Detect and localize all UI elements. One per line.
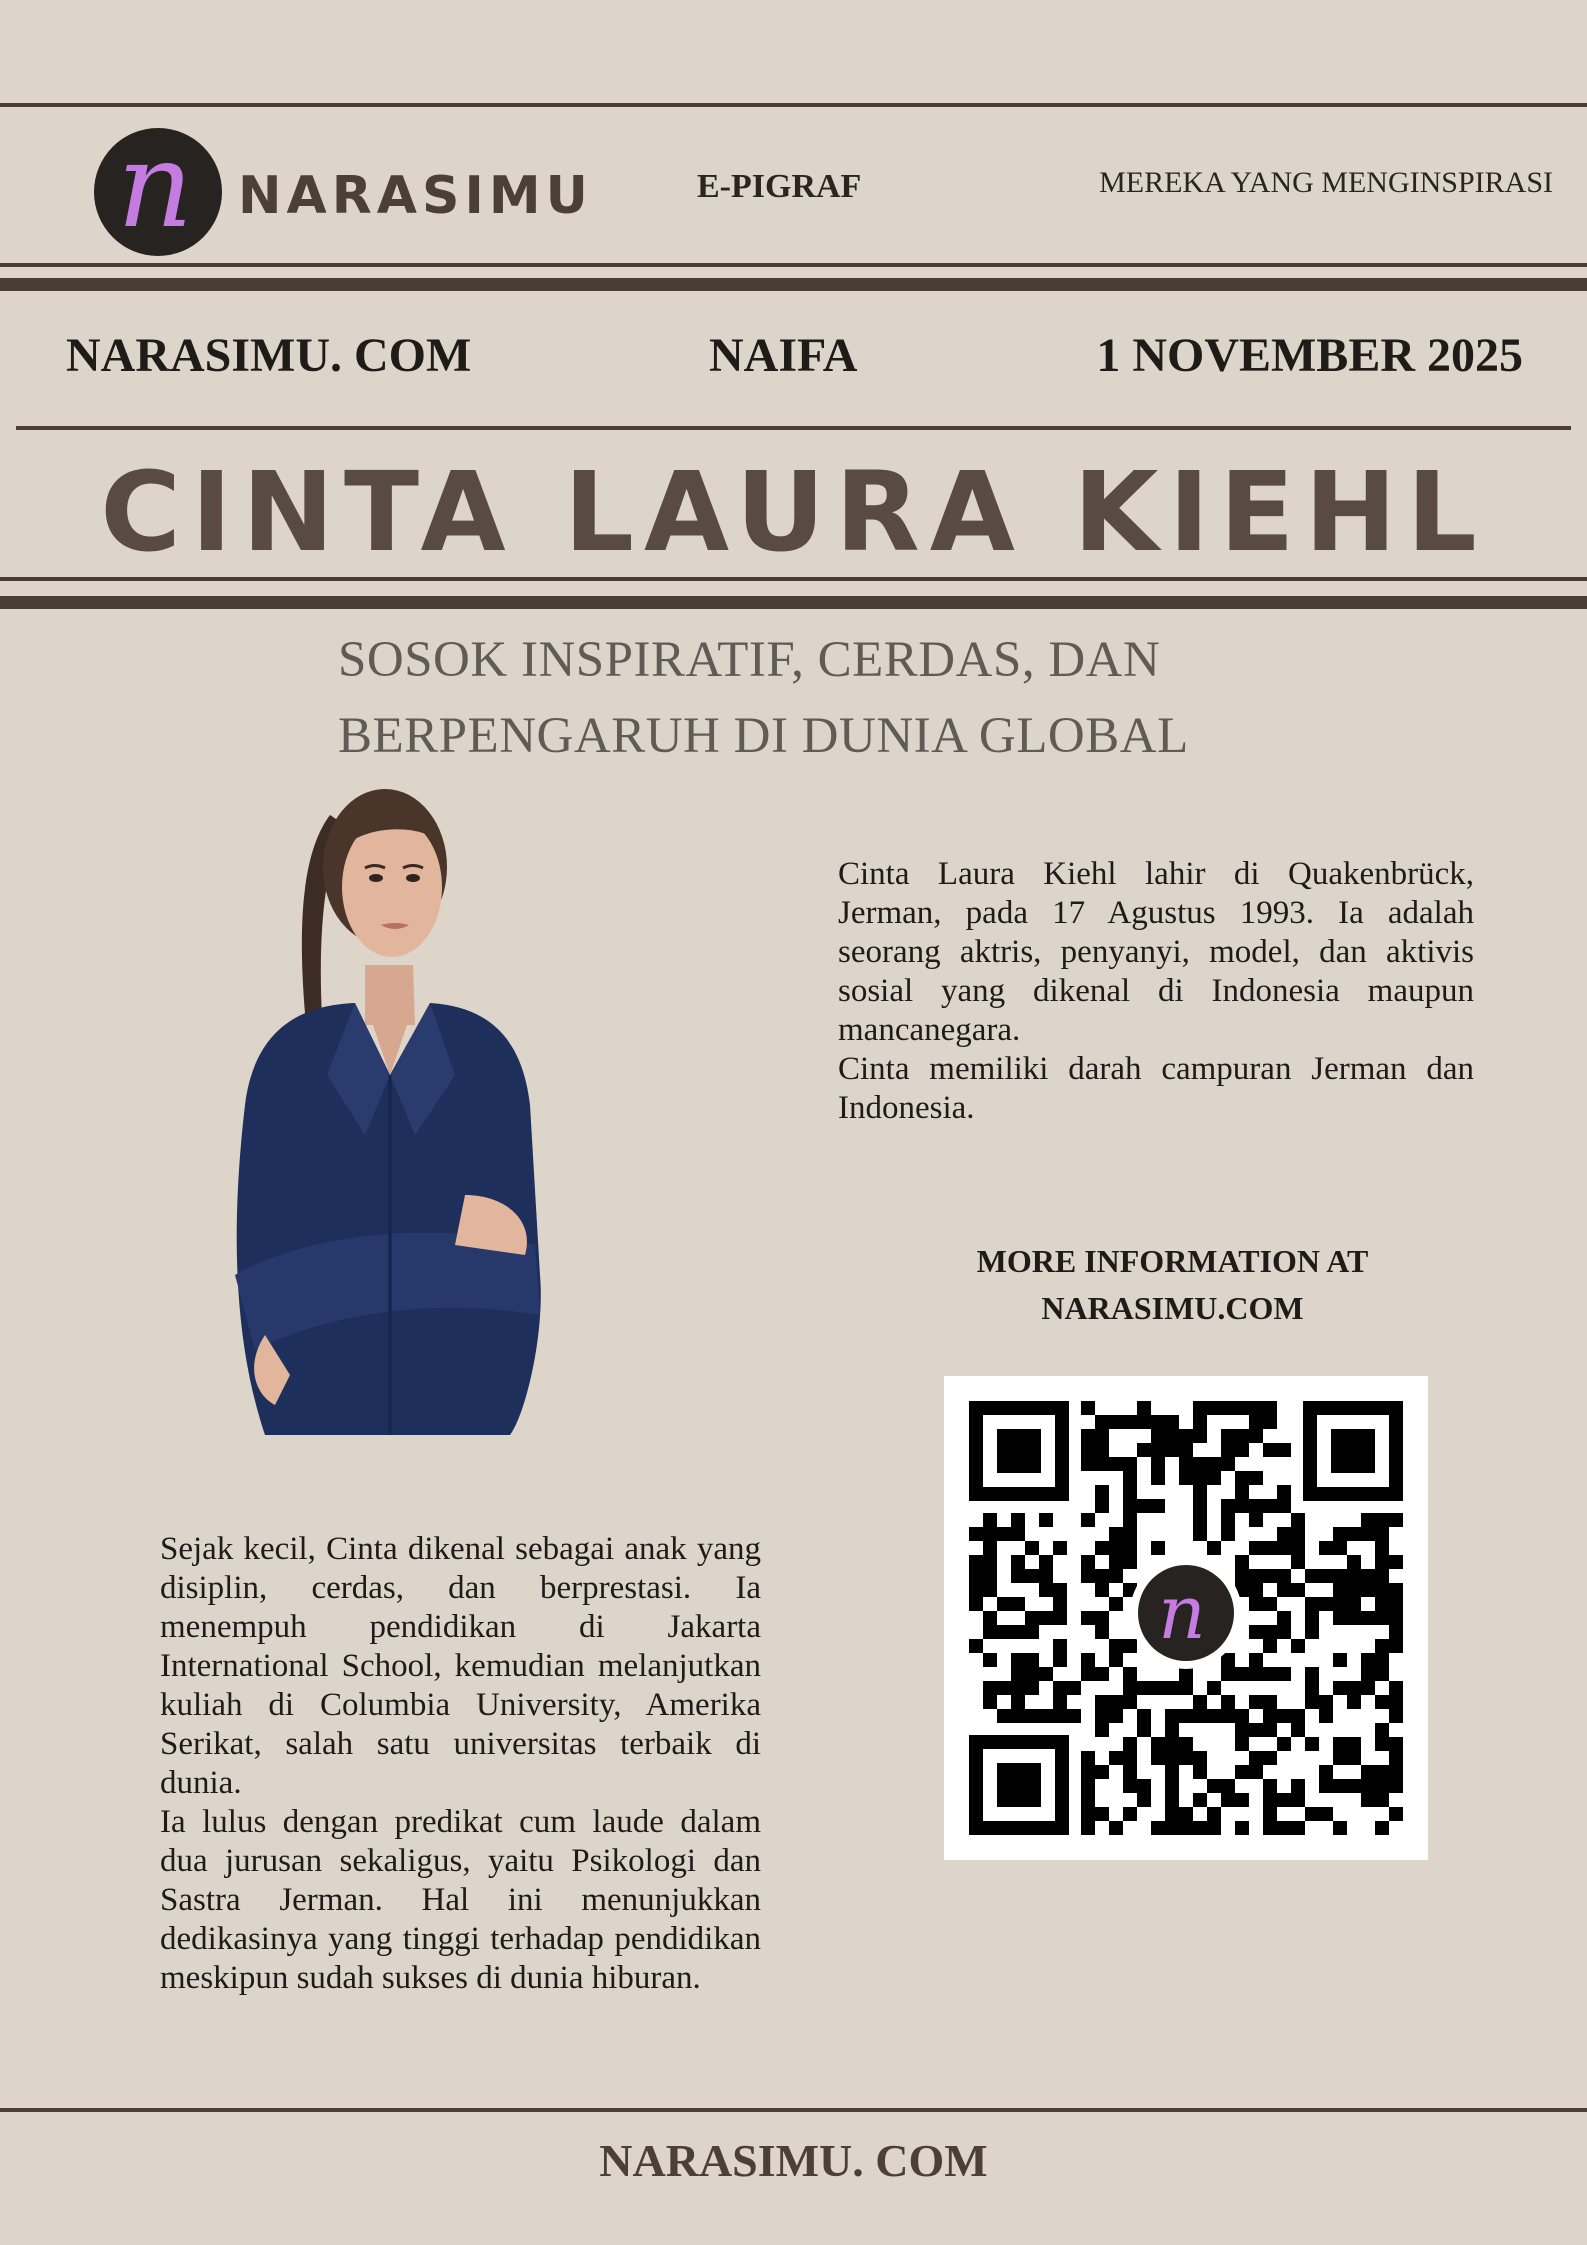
header-rule-thick [0, 278, 1587, 291]
footer-site[interactable]: NARASIMU. COM [599, 2135, 988, 2186]
qr-logo-letter: n [1158, 1570, 1206, 1656]
intro-paragraph [838, 855, 1474, 1128]
header-rule-thin [0, 263, 1587, 267]
meta-date: 1 NOVEMBER 2025 [1096, 329, 1523, 382]
headline-rule-thick [0, 596, 1587, 609]
body-text-1: Sejak kecil, Cinta dikenal sebagai anak yang disiplin, cerdas, dan berprestasi. Ia menempuh pendidikan di Jakarta International School, kemudian melanjutkan kuliah di Columbia University, Amerika Serikat, salah satu universitas terbaik di dunia. [160, 1531, 761, 1801]
masthead-logo[interactable] [94, 116, 593, 256]
headline-rule-thin [0, 577, 1587, 581]
page-title: CINTA LAURA KIEHL [100, 448, 1487, 576]
footer-rule [0, 2108, 1587, 2112]
more-info-link[interactable]: NARASIMU.COM [1041, 1290, 1304, 1326]
tagline: MEREKA YANG MENGINSPIRASI [1099, 166, 1553, 199]
section-label: E-PIGRAF [697, 168, 862, 205]
subheadline-line-2: BERPENGARUH DI DUNIA GLOBAL [338, 708, 1189, 764]
brand-name: NARASIMU [238, 166, 593, 226]
top-rule [0, 103, 1587, 107]
meta-author: NAIFA [709, 329, 858, 382]
body-paragraph [160, 1530, 761, 1998]
logo-icon [94, 116, 222, 256]
subheadline-line-1: SOSOK INSPIRATIF, CERDAS, DAN [338, 632, 1161, 688]
meta-rule [16, 426, 1571, 430]
logo-letter: n [117, 116, 193, 254]
subheadline [338, 622, 1189, 774]
more-info-line-1: MORE INFORMATION AT [976, 1243, 1369, 1279]
more-info-caption [900, 1238, 1445, 1332]
intro-text-2: Cinta memiliki darah campuran Jerman dan Indonesia. [838, 1051, 1474, 1126]
meta-site: NARASIMU. COM [66, 329, 472, 382]
portrait-photo [205, 775, 675, 1435]
body-text-2: Ia lulus dengan predikat cum laude dalam dua jurusan sekaligus, yaitu Psikologi dan Sastra Jerman. Hal ini menunjukkan dedikasinya yang tinggi terhadap pendidikan meskipun sudah sukses di dunia hiburan. [160, 1804, 761, 1996]
qr-code-graphic [944, 1376, 1428, 1860]
intro-text-1: Cinta Laura Kiehl lahir di Quakenbrück, Jerman, pada 17 Agustus 1993. Ia adalah seorang aktris, penyanyi, model, dan aktivis sosial yang dikenal di Indonesia maupun mancanegara. [838, 856, 1474, 1048]
qr-code[interactable] [944, 1376, 1428, 1860]
